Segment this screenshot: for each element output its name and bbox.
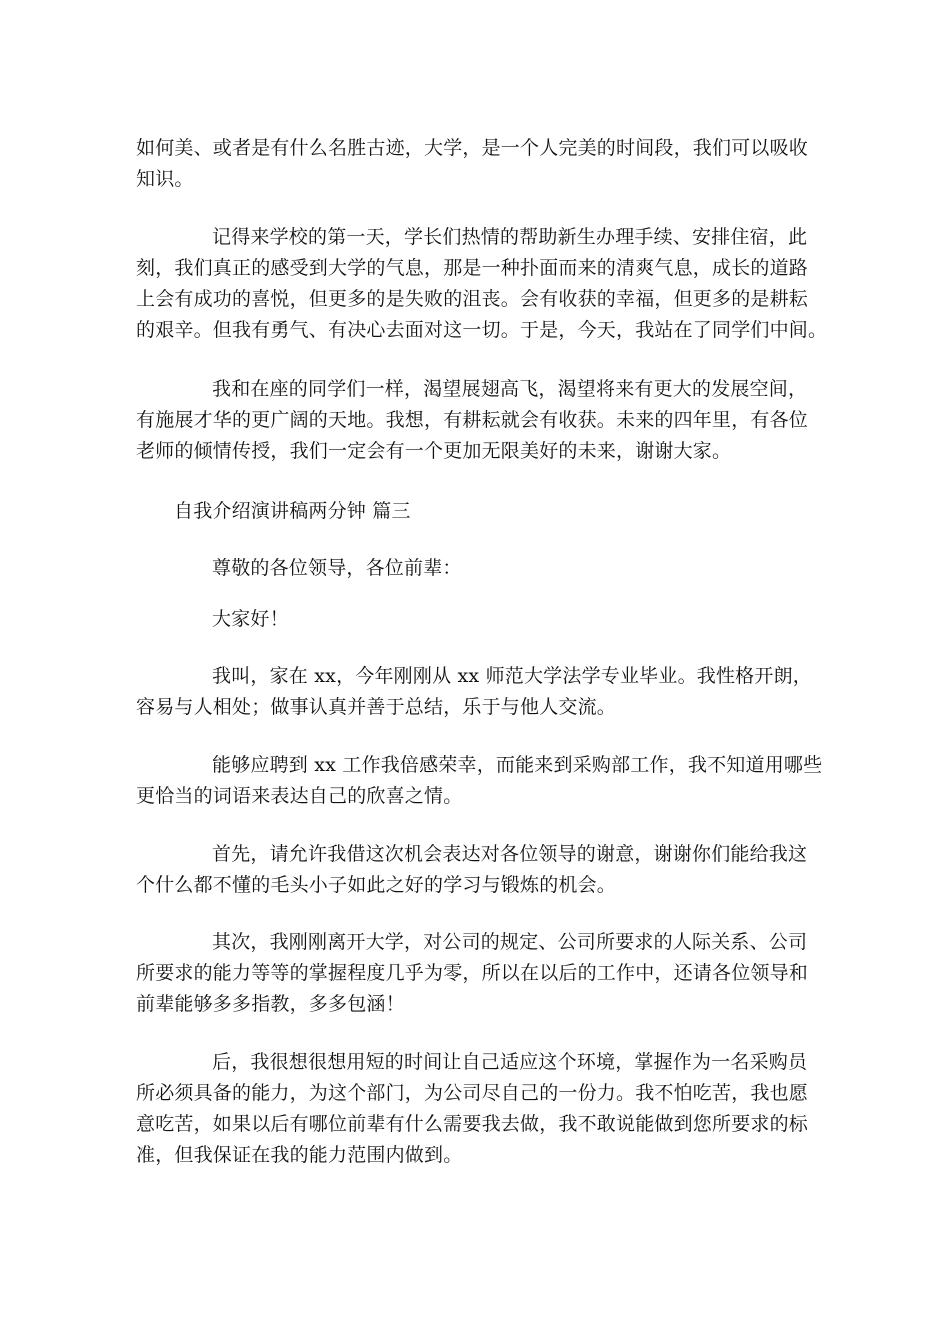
paragraph-5 [136,604,826,635]
paragraph-8 [136,839,826,901]
paragraph-line: 其次，我刚刚离开大学，对公司的规定、公司所要求的人际关系、公司 [212,931,808,953]
paragraph-line: 容易与人相处；做事认真并善于总结，乐于与他人交流。 [136,696,617,718]
paragraph-line: 我叫，家在 xx，今年刚刚从 xx 师范大学法学专业毕业。我性格开朗， [212,665,812,687]
paragraph-line: 所要求的能力等等的掌握程度几乎为零，所以在以后的工作中，还请各位领导和 [136,962,809,984]
paragraph-9 [136,927,826,1020]
paragraph-line: 更恰当的词语来表达自己的欣喜之情。 [136,785,463,807]
paragraph-line: 的艰辛。但我有勇气、有决心去面对这一切。于是，今天，我站在了同学们中间。 [136,319,828,341]
paragraph-line: 记得来学校的第一天，学长们热情的帮助新生办理手续、安排住宿，此 [212,226,808,248]
paragraph-7 [136,750,826,812]
paragraph-line: 老师的倾情传授，我们一定会有一个更加无限美好的未来，谢谢大家。 [136,440,732,462]
section-heading [136,496,826,527]
paragraph-line: 大家好！ [212,608,289,630]
paragraph-line: 能够应聘到 xx 工作我倍感荣幸，而能来到采购部工作，我不知道用哪些 [212,754,823,776]
paragraph-line: 知识。 [136,168,194,190]
paragraph-line: 尊敬的各位领导，各位前辈： [212,557,462,579]
paragraph-line: 首先，请允许我借这次机会表达对各位领导的谢意，谢谢你们能给我这 [212,843,808,865]
paragraph-6 [136,661,826,723]
paragraph-1 [136,133,826,195]
paragraph-line: 后，我很想很想用短的时间让自己适应这个环境，掌握作为一名采购员 [212,1051,808,1073]
paragraph-line: 个什么都不懂的毛头小子如此之好的学习与锻炼的机会。 [136,874,617,896]
paragraph-line: 意吃苦，如果以后有哪位前辈有什么需要我去做，我不敢说能做到您所要求的标 [136,1113,809,1135]
paragraph-4 [136,553,826,584]
paragraph-line: 如何美、或者是有什么名胜古迹，大学，是一个人完美的时间段，我们可以吸收 [136,137,809,159]
paragraph-10 [136,1047,826,1171]
paragraph-line: 准，但我保证在我的能力范围内做到。 [136,1144,463,1166]
paragraph-line: 刻，我们真正的感受到大学的气息，那是一种扑面而来的清爽气息，成长的道路 [136,257,809,279]
paragraph-line: 我和在座的同学们一样，渴望展翅高飞，渴望将来有更大的发展空间， [212,378,808,400]
paragraph-line: 所必须具备的能力，为这个部门，为公司尽自己的一份力。我不怕吃苦，我也愿 [136,1082,809,1104]
paragraph-line: 前辈能够多多指教，多多包涵！ [136,993,405,1015]
heading-text: 自我介绍演讲稿两分钟 篇三 [174,500,411,522]
paragraph-3 [136,374,826,467]
paragraph-line: 上会有成功的喜悦，但更多的是失败的沮丧。会有收获的幸福，但更多的是耕耘 [136,288,809,310]
paragraph-2 [136,222,826,346]
paragraph-line: 有施展才华的更广阔的天地。我想，有耕耘就会有收获。未来的四年里，有各位 [136,409,809,431]
